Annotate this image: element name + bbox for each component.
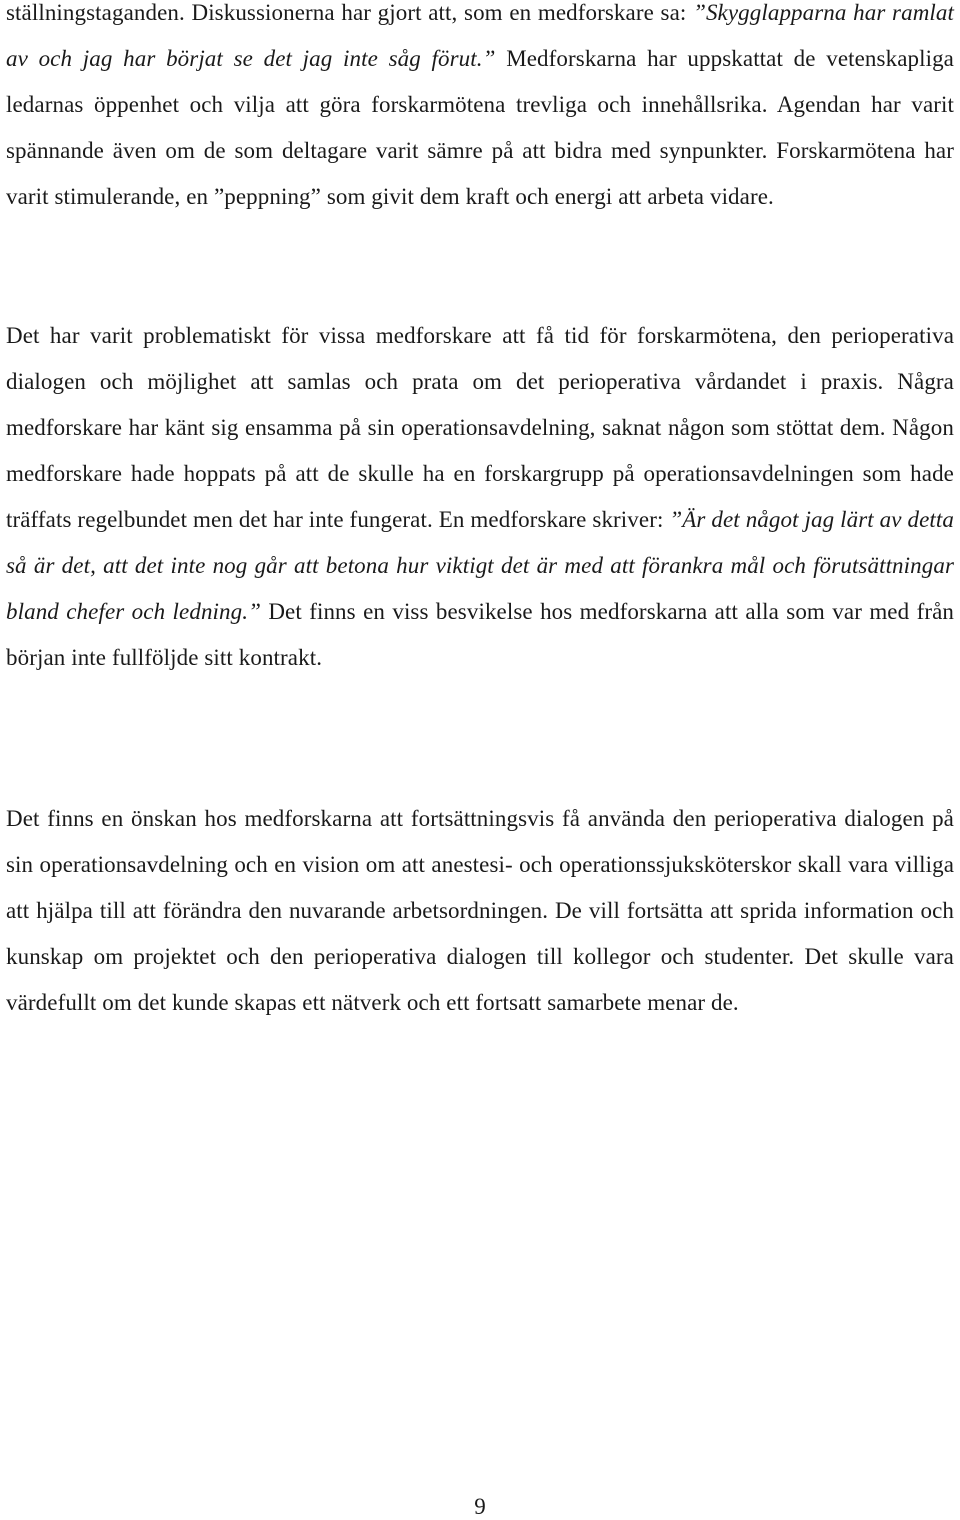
page-number: 9 (474, 1494, 486, 1519)
paragraph-discussion-outcomes (6, 0, 954, 220)
text-segment: Det har varit problematiskt för vissa medforskare att få tid för forskarmötena, den perioperativa dialogen och möjlighet att samlas och prata om det perioperativa vårdandet i praxis. Några medforskare har känt sig ensamma på sin operationsavdelning, saknat någon som stöttat dem. Någon medforskare hade hoppats på att de skulle ha en forskargrupp på operationsavdelningen som hade träffats regelbundet men det har inte fungerat. En medforskare skriver: (6, 323, 954, 532)
text-segment: Det finns en önskan hos medforskarna att fortsättningsvis få använda den perioperativa dialogen på sin operationsavdelning och en vision om att anestesi- och operationssjuksköterskor skall vara villiga att hjälpa till att förändra den nuvarande arbetsordningen. De vill fortsätta att sprida information och kunskap om projektet och den perioperativa dialogen till kollegor och studenter. Det skulle vara värdefullt om det kunde skapas ett nätverk och ett fortsatt samarbete menar de. (6, 806, 954, 1015)
text-segment: ställningstaganden. Diskussionerna har gjort att, som en medforskare sa: (6, 0, 694, 25)
text-segment: Det finns en viss besvikelse hos medforskarna att alla som var med från början inte fullföljde sitt kontrakt. (6, 599, 955, 670)
text-segment: Medforskarna har uppskattat de vetenskapliga ledarnas öppenhet och vilja att göra forskarmötena trevliga och innehållsrika. Agendan har varit spännande även om de som deltagare varit sämre på att bidra med synpunkter. Forskarmötena har varit stimulerande, en ”peppning” som givit dem kraft och energi att arbeta vidare. (6, 46, 954, 209)
quote-segment: ”Är det något jag lärt av detta så är det, att det inte nog går att betona hur viktigt det är med att förankra mål och förutsättningar bland chefer och ledning.” (6, 507, 955, 624)
paragraph-future-wishes (6, 796, 954, 1026)
quote-segment: ”Skygglapparna har ramlat av och jag har börjat se det jag inte såg förut.” (6, 0, 954, 71)
paragraph-problems (6, 313, 954, 681)
